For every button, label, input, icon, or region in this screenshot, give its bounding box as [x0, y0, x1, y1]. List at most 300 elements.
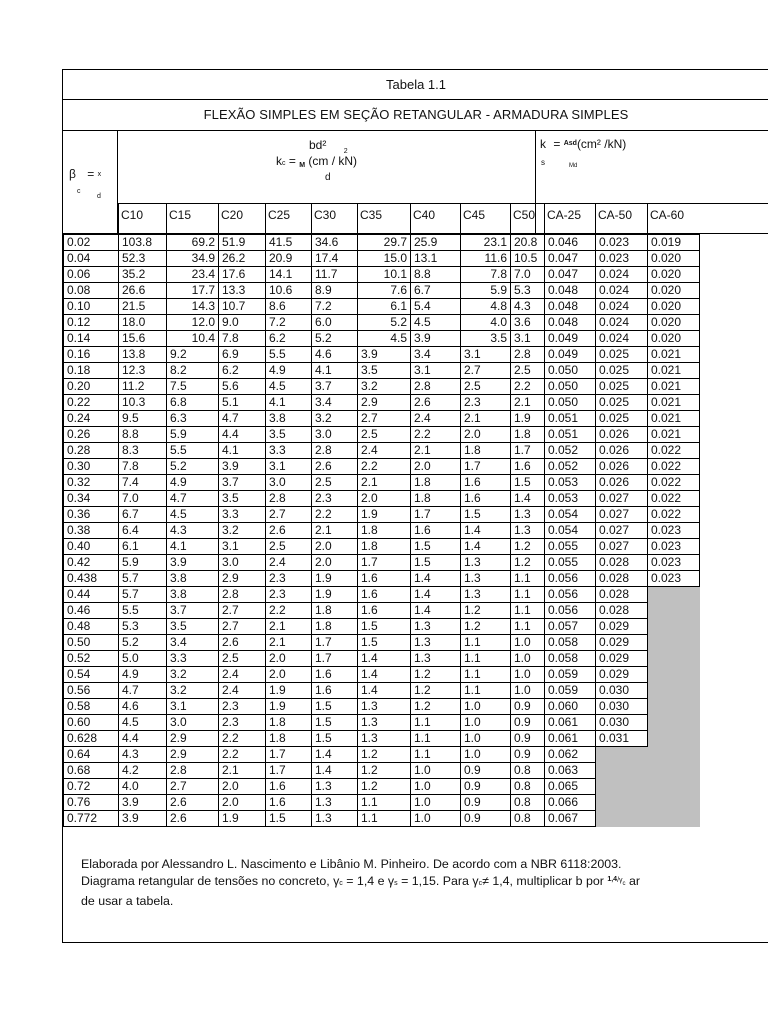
table-cell: 2.1	[312, 523, 358, 539]
table-cell: 0.021	[648, 347, 700, 363]
table-row	[64, 539, 700, 555]
beta-value: 0.02	[64, 235, 119, 251]
table-cell: 2.5	[461, 379, 511, 395]
table-cell: 13.3	[219, 283, 266, 299]
table-cell: 0.8	[511, 763, 545, 779]
ks-formula	[540, 137, 626, 151]
table-row	[64, 427, 700, 443]
table-cell: 5.5	[119, 603, 167, 619]
table-cell: 1.4	[358, 651, 411, 667]
table-cell: 3.7	[312, 379, 358, 395]
table-cell: 0.058	[545, 651, 596, 667]
table-cell: 5.9	[461, 283, 511, 299]
table-row	[64, 491, 700, 507]
table-cell: 0.050	[545, 395, 596, 411]
footer-text: ≠ 1,4, multiplicar b por	[482, 874, 608, 888]
table-cell: 0.024	[596, 299, 648, 315]
table-cell: 2.5	[511, 363, 545, 379]
table-cell: 1.1	[511, 603, 545, 619]
table-cell: 3.2	[358, 379, 411, 395]
beta-value: 0.438	[64, 571, 119, 587]
beta-value: 0.14	[64, 331, 119, 347]
table-cell: 0.027	[596, 523, 648, 539]
kc-k: k	[276, 154, 282, 168]
table-cell: 0.020	[648, 283, 700, 299]
table-cell: 1.5	[511, 475, 545, 491]
table-cell: 0.061	[545, 715, 596, 731]
table-cell: 0.030	[596, 683, 648, 699]
table-cell: 0.021	[648, 379, 700, 395]
table-cell: 1.8	[411, 491, 461, 507]
footer-line2	[81, 873, 768, 893]
column-header: C30	[314, 208, 337, 222]
ks-k: k	[540, 137, 546, 151]
table-cell: 0.030	[596, 699, 648, 715]
beta-value: 0.68	[64, 763, 119, 779]
table-cell: 2.2	[312, 507, 358, 523]
table-cell: 0.023	[648, 523, 700, 539]
table-cell: 2.0	[358, 491, 411, 507]
table-cell: 1.5	[266, 811, 312, 827]
table-cell: 1.0	[511, 683, 545, 699]
table-cell: 1.0	[461, 747, 511, 763]
table-cell: 0.051	[545, 411, 596, 427]
table-row	[64, 267, 700, 283]
table-cell: 1.4	[411, 571, 461, 587]
table-cell: 26.6	[119, 283, 167, 299]
table-cell: 2.7	[461, 363, 511, 379]
table-cell: 5.1	[219, 395, 266, 411]
table-cell: 0.026	[596, 459, 648, 475]
table-cell: 1.5	[411, 555, 461, 571]
beta-value: 0.50	[64, 635, 119, 651]
table-cell: 1.8	[312, 603, 358, 619]
table-cell: 5.3	[119, 619, 167, 635]
table-cell: 29.7	[358, 235, 411, 251]
table-cell: 0.024	[596, 283, 648, 299]
table-cell: 3.9	[358, 347, 411, 363]
table-cell: 5.7	[119, 571, 167, 587]
table-cell: 0.020	[648, 267, 700, 283]
table-cell: 0.028	[596, 555, 648, 571]
table-cell: 1.7	[312, 635, 358, 651]
beta-value: 0.628	[64, 731, 119, 747]
beta-value: 0.24	[64, 411, 119, 427]
table-cell: 18.0	[119, 315, 167, 331]
beta-symbol: β	[69, 167, 76, 181]
divider	[510, 203, 511, 234]
table-cell: 0.024	[596, 267, 648, 283]
table-row	[64, 395, 700, 411]
table-cell: 2.2	[219, 731, 266, 747]
beta-value: 0.772	[64, 811, 119, 827]
table-cell: 21.5	[119, 299, 167, 315]
table-cell: 0.025	[596, 363, 648, 379]
table-cell: 1.0	[461, 731, 511, 747]
table-cell: 4.1	[167, 539, 219, 555]
footer-text: ar	[625, 874, 640, 888]
beta-value: 0.28	[64, 443, 119, 459]
table-cell: 3.0	[266, 475, 312, 491]
table-cell: 1.6	[411, 523, 461, 539]
table-cell: 2.5	[266, 539, 312, 555]
table-cell: 1.1	[511, 571, 545, 587]
blank-cell	[648, 747, 700, 763]
table-cell: 0.020	[648, 251, 700, 267]
blank-cell	[648, 731, 700, 747]
table-row	[64, 507, 700, 523]
table-cell: 1.1	[411, 715, 461, 731]
table-cell: 1.0	[461, 715, 511, 731]
table-cell: 1.6	[266, 795, 312, 811]
beta-value: 0.60	[64, 715, 119, 731]
table-cell: 2.1	[358, 475, 411, 491]
table-cell: 3.3	[167, 651, 219, 667]
table-cell: 1.9	[266, 683, 312, 699]
table-cell: 69.2	[167, 235, 219, 251]
table-cell: 3.9	[119, 811, 167, 827]
table-cell: 1.7	[411, 507, 461, 523]
table-cell: 0.053	[545, 491, 596, 507]
table-cell: 0.022	[648, 459, 700, 475]
table-cell: 0.9	[511, 747, 545, 763]
table-cell: 5.7	[119, 587, 167, 603]
table-cell: 1.8	[266, 731, 312, 747]
beta-value: 0.04	[64, 251, 119, 267]
table-cell: 1.7	[511, 443, 545, 459]
table-cell: 2.4	[219, 683, 266, 699]
table-cell: 0.050	[545, 363, 596, 379]
table-cell: 3.2	[167, 667, 219, 683]
blank-cell	[648, 683, 700, 699]
table-cell: 4.5	[119, 715, 167, 731]
table-cell: 5.2	[312, 331, 358, 347]
column-header: C25	[268, 208, 291, 222]
table-cell: 4.5	[411, 315, 461, 331]
table-cell: 10.6	[266, 283, 312, 299]
table-cell: 1.4	[511, 491, 545, 507]
table-cell: 8.8	[411, 267, 461, 283]
table-row	[64, 699, 700, 715]
table-cell: 3.5	[358, 363, 411, 379]
table-cell: 0.062	[545, 747, 596, 763]
table-row	[64, 603, 700, 619]
table-cell: 7.4	[119, 475, 167, 491]
table-cell: 4.7	[219, 411, 266, 427]
table-cell: 3.9	[167, 555, 219, 571]
blank-cell	[596, 811, 648, 827]
table-row	[64, 667, 700, 683]
table-cell: 3.5	[167, 619, 219, 635]
table-cell: 0.060	[545, 699, 596, 715]
table-row	[64, 763, 700, 779]
table-row	[64, 651, 700, 667]
beta-value: 0.58	[64, 699, 119, 715]
table-cell: 3.1	[461, 347, 511, 363]
table-cell: 1.1	[511, 587, 545, 603]
column-header: CA-60	[650, 208, 685, 222]
table-cell: 10.3	[119, 395, 167, 411]
table-cell: 1.7	[312, 651, 358, 667]
table-cell: 51.9	[219, 235, 266, 251]
table-cell: 3.7	[167, 603, 219, 619]
table-cell: 1.2	[411, 683, 461, 699]
table-cell: 0.029	[596, 667, 648, 683]
table-cell: 0.9	[461, 795, 511, 811]
table-cell: 2.0	[461, 427, 511, 443]
table-cell: 5.9	[119, 555, 167, 571]
table-cell: 2.7	[167, 779, 219, 795]
table-row	[64, 731, 700, 747]
table-cell: 6.2	[266, 331, 312, 347]
kc-num: bd²	[309, 138, 327, 152]
table-cell: 0.028	[596, 571, 648, 587]
table-cell: 0.022	[648, 443, 700, 459]
table-cell: 4.1	[266, 395, 312, 411]
beta-value: 0.46	[64, 603, 119, 619]
table-cell: 34.9	[167, 251, 219, 267]
table-row	[64, 315, 700, 331]
footer-line1: Elaborada por Alessandro L. Nascimento e Libânio M. Pinheiro. De acordo com a NBR 6118:2003.	[81, 857, 622, 871]
table-cell: 0.9	[461, 811, 511, 827]
table-cell: 3.1	[219, 539, 266, 555]
table-cell: 1.3	[411, 651, 461, 667]
table-title: Tabela 1.1	[386, 77, 446, 92]
table-cell: 3.8	[167, 587, 219, 603]
beta-value: 0.64	[64, 747, 119, 763]
blank-cell	[648, 603, 700, 619]
table-cell: 0.020	[648, 315, 700, 331]
table-cell: 2.1	[461, 411, 511, 427]
table-cell: 3.5	[266, 427, 312, 443]
blank-cell	[596, 763, 648, 779]
table-cell: 6.2	[219, 363, 266, 379]
table-cell: 1.3	[461, 571, 511, 587]
table-cell: 1.3	[358, 699, 411, 715]
table-row	[64, 715, 700, 731]
column-header: C50	[513, 208, 536, 222]
table-cell: 1.3	[511, 523, 545, 539]
footer-sub: s	[394, 880, 398, 887]
table-cell: 1.7	[358, 555, 411, 571]
table-cell: 14.1	[266, 267, 312, 283]
table-cell: 1.3	[312, 811, 358, 827]
table-cell: 2.8	[411, 379, 461, 395]
table-cell: 1.0	[411, 811, 461, 827]
table-cell: 10.4	[167, 331, 219, 347]
table-row	[64, 411, 700, 427]
table-cell: 0.021	[648, 411, 700, 427]
table-row	[64, 459, 700, 475]
table-cell: 1.4	[312, 747, 358, 763]
divider	[63, 130, 768, 131]
table-row	[64, 283, 700, 299]
table-cell: 3.0	[167, 715, 219, 731]
table-cell: 1.4	[461, 539, 511, 555]
table-sheet	[62, 69, 768, 943]
footer-text: Diagrama retangular de tensões no concreto, γ	[81, 874, 340, 888]
table-cell: 1.9	[312, 587, 358, 603]
table-cell: 17.7	[167, 283, 219, 299]
table-cell: 2.2	[266, 603, 312, 619]
table-cell: 35.2	[119, 267, 167, 283]
beta-value: 0.12	[64, 315, 119, 331]
table-cell: 0.067	[545, 811, 596, 827]
table-cell: 1.0	[411, 795, 461, 811]
kc-eq: =	[288, 154, 296, 168]
table-cell: 4.8	[461, 299, 511, 315]
table-cell: 2.9	[358, 395, 411, 411]
table-cell: 0.025	[596, 395, 648, 411]
table-cell: 2.4	[358, 443, 411, 459]
beta-header	[69, 167, 101, 181]
beta-value: 0.52	[64, 651, 119, 667]
table-cell: 103.8	[119, 235, 167, 251]
table-cell: 2.3	[219, 699, 266, 715]
table-cell: 5.5	[266, 347, 312, 363]
table-cell: 1.8	[266, 715, 312, 731]
table-cell: 1.6	[461, 491, 511, 507]
table-cell: 4.7	[119, 683, 167, 699]
table-cell: 4.1	[312, 363, 358, 379]
table-cell: 1.2	[461, 619, 511, 635]
table-cell: 9.0	[219, 315, 266, 331]
column-header: C45	[463, 208, 486, 222]
table-cell: 1.1	[461, 667, 511, 683]
divider	[544, 203, 545, 234]
table-cell: 7.8	[461, 267, 511, 283]
table-cell: 2.8	[312, 443, 358, 459]
table-cell: 17.6	[219, 267, 266, 283]
beta-eq: =	[87, 167, 95, 181]
table-cell: 0.056	[545, 587, 596, 603]
beta-value: 0.42	[64, 555, 119, 571]
table-cell: 0.023	[648, 539, 700, 555]
table-cell: 0.8	[511, 795, 545, 811]
table-cell: 11.6	[461, 251, 511, 267]
table-cell: 1.3	[358, 715, 411, 731]
table-cell: 0.048	[545, 283, 596, 299]
table-cell: 1.7	[461, 459, 511, 475]
footer-text: = 1,15. Para γ	[401, 874, 479, 888]
beta-value: 0.08	[64, 283, 119, 299]
table-cell: 1.5	[411, 539, 461, 555]
beta-value: 0.26	[64, 427, 119, 443]
table-cell: 3.3	[219, 507, 266, 523]
table-cell: 0.066	[545, 795, 596, 811]
column-header: C40	[413, 208, 436, 222]
table-cell: 6.8	[167, 395, 219, 411]
table-cell: 0.028	[596, 587, 648, 603]
table-cell: 0.027	[596, 539, 648, 555]
blank-cell	[596, 747, 648, 763]
table-cell: 2.3	[312, 491, 358, 507]
table-cell: 0.026	[596, 427, 648, 443]
table-cell: 3.9	[119, 795, 167, 811]
table-row	[64, 795, 700, 811]
table-cell: 1.3	[411, 619, 461, 635]
table-cell: 1.9	[358, 507, 411, 523]
beta-d: d	[97, 193, 101, 200]
table-cell: 0.055	[545, 539, 596, 555]
column-header: C20	[221, 208, 244, 222]
table-row	[64, 299, 700, 315]
table-cell: 0.027	[596, 507, 648, 523]
ks-unit: (cm² /kN)	[576, 137, 627, 151]
table-cell: 2.2	[219, 747, 266, 763]
table-cell: 5.3	[511, 283, 545, 299]
table-cell: 1.3	[312, 795, 358, 811]
beta-value: 0.38	[64, 523, 119, 539]
table-cell: 1.1	[461, 683, 511, 699]
table-cell: 1.5	[461, 507, 511, 523]
table-cell: 0.029	[596, 651, 648, 667]
table-cell: 4.5	[167, 507, 219, 523]
table-cell: 1.4	[411, 587, 461, 603]
table-cell: 12.0	[167, 315, 219, 331]
table-cell: 0.059	[545, 667, 596, 683]
table-cell: 6.1	[119, 539, 167, 555]
table-cell: 1.5	[312, 731, 358, 747]
table-row	[64, 347, 700, 363]
table-cell: 4.3	[511, 299, 545, 315]
table-cell: 4.1	[219, 443, 266, 459]
column-header: C10	[121, 208, 144, 222]
table-cell: 0.053	[545, 475, 596, 491]
table-cell: 5.5	[167, 443, 219, 459]
table-cell: 7.2	[312, 299, 358, 315]
table-cell: 3.4	[312, 395, 358, 411]
table-row	[64, 379, 700, 395]
table-cell: 2.4	[219, 667, 266, 683]
table-cell: 0.056	[545, 603, 596, 619]
table-cell: 6.9	[219, 347, 266, 363]
table-cell: 4.9	[266, 363, 312, 379]
table-cell: 4.0	[461, 315, 511, 331]
table-cell: 3.0	[312, 427, 358, 443]
table-cell: 0.022	[648, 507, 700, 523]
table-cell: 2.3	[266, 571, 312, 587]
table-cell: 0.030	[596, 715, 648, 731]
table-cell: 1.3	[312, 779, 358, 795]
table-cell: 3.8	[167, 571, 219, 587]
table-cell: 0.8	[511, 779, 545, 795]
table-row	[64, 363, 700, 379]
table-cell: 0.9	[461, 763, 511, 779]
table-cell: 6.3	[167, 411, 219, 427]
table-cell: 2.8	[219, 587, 266, 603]
table-cell: 3.4	[167, 635, 219, 651]
table-cell: 8.2	[167, 363, 219, 379]
table-cell: 2.0	[411, 459, 461, 475]
table-cell: 7.6	[358, 283, 411, 299]
table-cell: 2.6	[312, 459, 358, 475]
table-cell: 3.1	[411, 363, 461, 379]
table-cell: 3.5	[461, 331, 511, 347]
blank-cell	[648, 715, 700, 731]
table-cell: 1.4	[461, 523, 511, 539]
table-cell: 5.0	[119, 651, 167, 667]
table-cell: 2.1	[511, 395, 545, 411]
table-cell: 1.1	[461, 651, 511, 667]
divider	[647, 203, 648, 234]
table-cell: 6.1	[358, 299, 411, 315]
table-row	[64, 635, 700, 651]
table-cell: 1.3	[461, 587, 511, 603]
table-cell: 3.8	[266, 411, 312, 427]
table-cell: 2.9	[167, 747, 219, 763]
table-cell: 1.1	[411, 747, 461, 763]
